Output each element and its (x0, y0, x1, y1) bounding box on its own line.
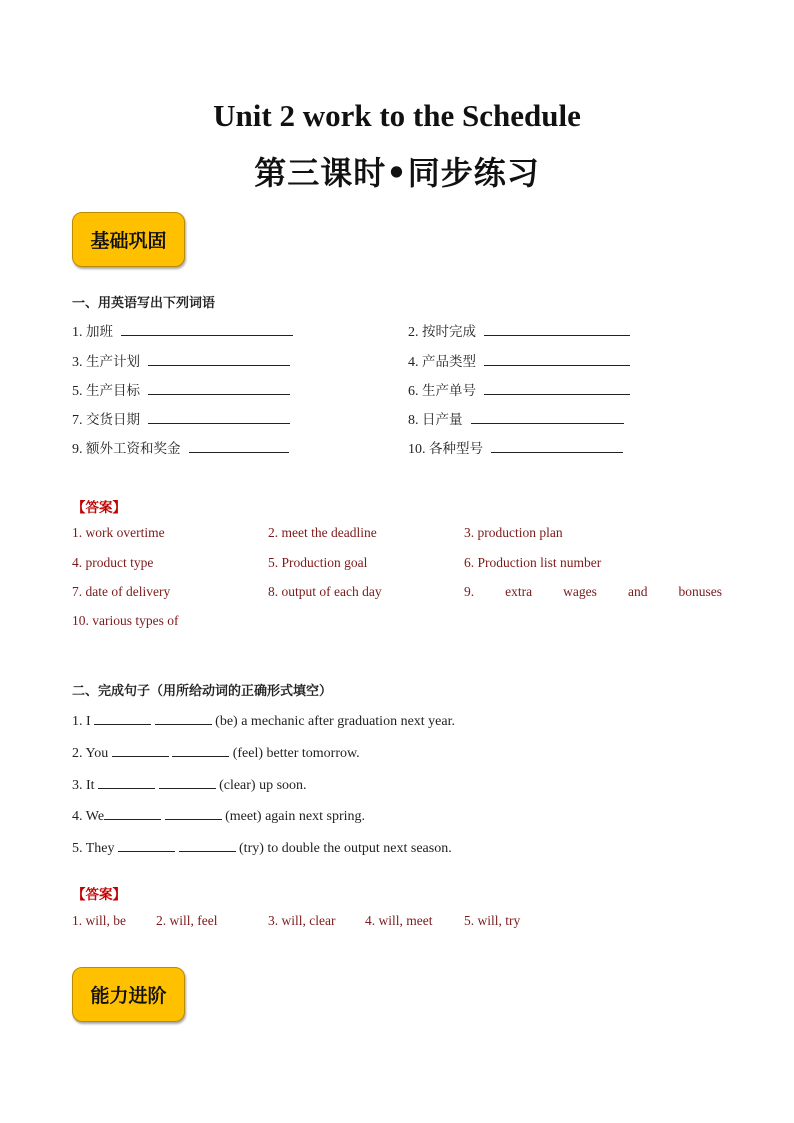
answer-blank[interactable] (148, 381, 290, 395)
answer-item: 3. production plan (464, 525, 563, 540)
vocab-item-6: 6. 生产单号 (408, 379, 630, 400)
answer-blank[interactable] (121, 322, 293, 336)
page-subtitle: 第三课时•同步练习 (254, 154, 540, 192)
answer-blank[interactable] (471, 410, 624, 424)
answer-item: 4. product type (72, 555, 154, 570)
answer-blank[interactable] (104, 806, 161, 820)
answer-blank[interactable] (165, 806, 222, 820)
answer-item: 1. work overtime (72, 525, 165, 540)
answer-item: 5. will, try (464, 913, 521, 928)
answer-item: 10. various types of (72, 613, 179, 628)
section1-heading: 一、用英语写出下列词语 (72, 296, 216, 311)
answer-blank[interactable] (94, 711, 151, 725)
vocab-item-5: 5. 生产目标 (72, 379, 290, 400)
vocab-item-7: 7. 交货日期 (72, 408, 290, 429)
answer-item-9: 9. extra wages and bonuses (464, 584, 722, 599)
vocab-item-8: 8. 日产量 (408, 408, 624, 429)
section2-heading: 二、完成句子（用所给动词的正确形式填空） (72, 684, 333, 699)
sentence-2: 2. You (feel) better tomorrow. (72, 743, 360, 762)
answer-blank[interactable] (189, 439, 289, 453)
answer-blank[interactable] (484, 381, 630, 395)
answer-blank[interactable] (491, 439, 623, 453)
answer-blank[interactable] (484, 322, 630, 336)
basic-section-badge: 基础巩固 (72, 212, 185, 267)
vocab-item-10: 10. 各种型号 (408, 437, 623, 458)
answer-blank[interactable] (155, 711, 212, 725)
answer-item: 3. will, clear (268, 913, 336, 928)
vocab-item-4: 4. 产品类型 (408, 350, 630, 371)
answer-heading: 【答案】 (72, 887, 126, 903)
answer-blank[interactable] (98, 775, 155, 789)
answer-blank[interactable] (484, 352, 630, 366)
vocab-item-3: 3. 生产计划 (72, 350, 290, 371)
sentence-5: 5. They (try) to double the output next season. (72, 838, 452, 857)
answer-item: 7. date of delivery (72, 584, 171, 599)
answer-blank[interactable] (148, 410, 290, 424)
answer-item: 8. output of each day (268, 584, 382, 599)
answer-blank[interactable] (112, 743, 169, 757)
sentence-4: 4. We (meet) again next spring. (72, 806, 365, 825)
answer-blank[interactable] (179, 838, 236, 852)
answer-blank[interactable] (159, 775, 216, 789)
answer-blank[interactable] (118, 838, 175, 852)
answer-item: 5. Production goal (268, 555, 368, 570)
vocab-item-1: 1. 加班 (72, 320, 293, 341)
answer-blank[interactable] (172, 743, 229, 757)
answer-item: 2. will, feel (156, 913, 218, 928)
answer-item: 4. will, meet (365, 913, 433, 928)
advanced-section-badge: 能力进阶 (72, 967, 185, 1022)
answer-item: 2. meet the deadline (268, 525, 377, 540)
vocab-item-2: 2. 按时完成 (408, 320, 630, 341)
answer-heading: 【答案】 (72, 500, 126, 516)
answer-blank[interactable] (148, 352, 290, 366)
answer-item: 1. will, be (72, 913, 126, 928)
sentence-3: 3. It (clear) up soon. (72, 775, 307, 794)
answer-item: 6. Production list number (464, 555, 602, 570)
sentence-1: 1. I (be) a mechanic after graduation next year. (72, 711, 455, 730)
page-title: Unit 2 work to the Schedule (213, 98, 581, 133)
vocab-item-9: 9. 额外工资和奖金 (72, 437, 289, 458)
